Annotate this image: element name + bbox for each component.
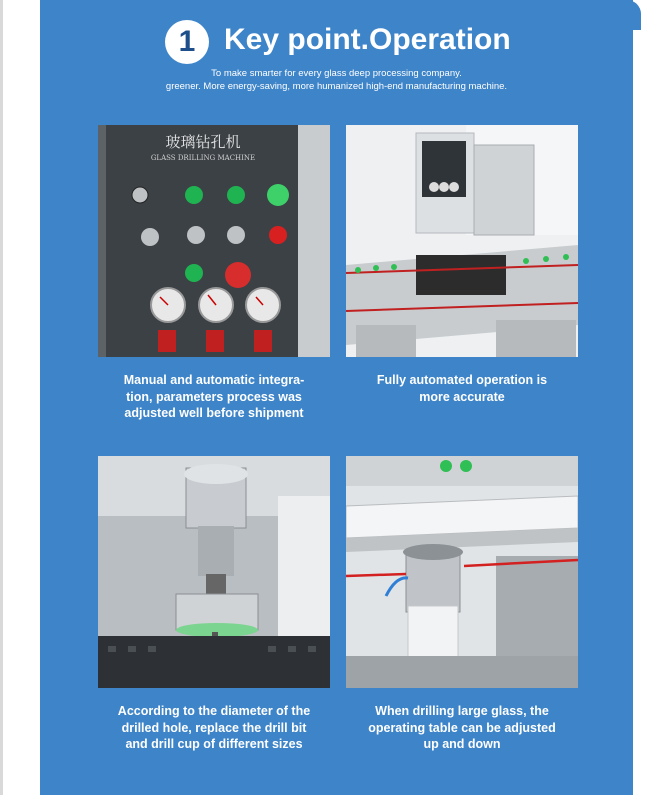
subtitle-line-2: greener. More energy-saving, more humanized high-end manufacturing machine. [165, 81, 508, 92]
caption-card-1: Manual and automatic integra- tion, parameters process was adjusted well before shipment [123, 373, 305, 420]
drill-bit-photo [98, 456, 330, 688]
subtitle-line-1: To make smarter for every glass deep processing company. [211, 68, 462, 79]
adjustable-table-photo [346, 456, 578, 688]
pressure-gauges [151, 288, 280, 322]
section-header [40, 18, 633, 62]
panel-title-en: GLASS DRILLING MACHINE [150, 154, 256, 162]
caption-card-2: Fully automated operation is more accurate [376, 373, 548, 404]
page-edge [0, 0, 3, 795]
caption-card-3: According to the diameter of the drilled hole, replace the drill bit and drill cup of different sizes [117, 704, 311, 751]
control-panel-photo [98, 125, 330, 357]
caption-card-4: When drilling large glass, the operating table can be adjusted up and down [368, 704, 556, 751]
section-number-badge: 1 [165, 20, 209, 64]
regulator-valves [158, 330, 272, 352]
content-panel [40, 0, 633, 795]
start-button-light [185, 264, 203, 282]
automated-machine-photo [346, 125, 578, 357]
section-title: Key point.Operation [224, 23, 511, 56]
panel-title-cn: 玻璃钻孔机 [165, 133, 241, 151]
emergency-stop-button [225, 262, 251, 288]
